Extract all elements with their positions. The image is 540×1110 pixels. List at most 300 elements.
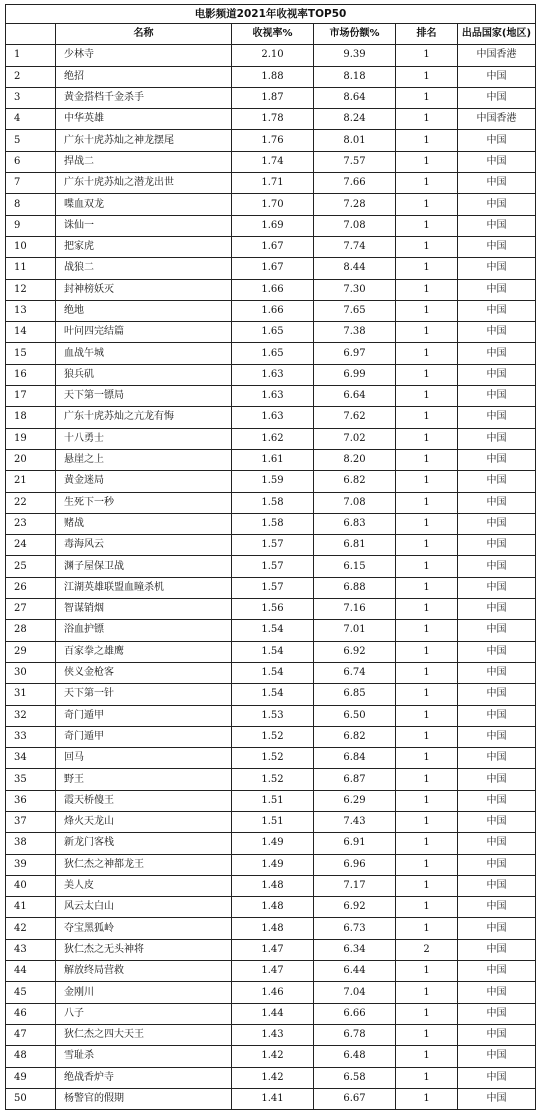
market-share: 7.38 <box>314 322 396 343</box>
film-name: 广东十虎苏灿之亢龙有悔 <box>56 407 232 428</box>
rating-value: 1.65 <box>232 322 314 343</box>
rank-value: 1 <box>396 833 458 854</box>
market-share: 8.01 <box>314 130 396 151</box>
country-region: 中国 <box>458 790 536 811</box>
row-index: 21 <box>6 471 56 492</box>
table-row <box>6 599 536 620</box>
table-row <box>6 449 536 470</box>
table-row <box>6 300 536 321</box>
market-share: 6.48 <box>314 1046 396 1067</box>
header-name: 名称 <box>56 24 232 45</box>
country-region: 中国 <box>458 428 536 449</box>
market-share: 8.18 <box>314 66 396 87</box>
film-name: 少林寺 <box>56 45 232 66</box>
country-region: 中国 <box>458 492 536 513</box>
row-index: 45 <box>6 982 56 1003</box>
rating-value: 1.59 <box>232 471 314 492</box>
market-share: 9.39 <box>314 45 396 66</box>
country-region: 中国 <box>458 1003 536 1024</box>
table-row <box>6 641 536 662</box>
table-row <box>6 918 536 939</box>
film-name: 狄仁杰之四大天王 <box>56 1024 232 1045</box>
country-region: 中国 <box>458 300 536 321</box>
table-row <box>6 769 536 790</box>
table-row <box>6 109 536 130</box>
country-region: 中国 <box>458 769 536 790</box>
market-share: 7.16 <box>314 599 396 620</box>
table-row <box>6 407 536 428</box>
rank-value: 1 <box>396 1067 458 1088</box>
rating-value: 2.10 <box>232 45 314 66</box>
country-region: 中国 <box>458 1046 536 1067</box>
rank-value: 1 <box>396 1046 458 1067</box>
row-index: 44 <box>6 961 56 982</box>
market-share: 6.15 <box>314 556 396 577</box>
rank-value: 1 <box>396 322 458 343</box>
rating-value: 1.54 <box>232 641 314 662</box>
country-region: 中国 <box>458 833 536 854</box>
rank-value: 1 <box>396 535 458 556</box>
table-row <box>6 811 536 832</box>
film-name: 毒海风云 <box>56 535 232 556</box>
table-row <box>6 726 536 747</box>
country-region: 中国 <box>458 236 536 257</box>
rank-value: 1 <box>396 684 458 705</box>
rating-value: 1.63 <box>232 386 314 407</box>
table-row <box>6 556 536 577</box>
row-index: 39 <box>6 854 56 875</box>
market-share: 6.34 <box>314 939 396 960</box>
film-name: 夺宝黑狐岭 <box>56 918 232 939</box>
rank-value: 1 <box>396 790 458 811</box>
rating-value: 1.47 <box>232 939 314 960</box>
market-share: 7.43 <box>314 811 396 832</box>
country-region: 中国 <box>458 1024 536 1045</box>
film-name: 绝招 <box>56 66 232 87</box>
rating-value: 1.63 <box>232 364 314 385</box>
row-index: 31 <box>6 684 56 705</box>
film-name: 生死下一秒 <box>56 492 232 513</box>
row-index: 14 <box>6 322 56 343</box>
row-index: 11 <box>6 258 56 279</box>
rating-value: 1.88 <box>232 66 314 87</box>
rank-value: 1 <box>396 87 458 108</box>
row-index: 35 <box>6 769 56 790</box>
rank-value: 1 <box>396 364 458 385</box>
table-row <box>6 492 536 513</box>
market-share: 6.88 <box>314 577 396 598</box>
film-name: 绝地 <box>56 300 232 321</box>
film-name: 黄金搭档千金杀手 <box>56 87 232 108</box>
table-row <box>6 151 536 172</box>
market-share: 7.74 <box>314 236 396 257</box>
row-index: 1 <box>6 45 56 66</box>
rating-value: 1.43 <box>232 1024 314 1045</box>
rank-value: 1 <box>396 194 458 215</box>
film-name: 雪耻杀 <box>56 1046 232 1067</box>
rating-value: 1.57 <box>232 535 314 556</box>
row-index: 13 <box>6 300 56 321</box>
row-index: 18 <box>6 407 56 428</box>
rank-value: 1 <box>396 300 458 321</box>
film-name: 赌战 <box>56 513 232 534</box>
rating-value: 1.54 <box>232 620 314 641</box>
row-index: 34 <box>6 748 56 769</box>
film-name: 美人皮 <box>56 875 232 896</box>
table-title: 电影频道2021年收视率TOP50 <box>5 4 536 23</box>
market-share: 6.99 <box>314 364 396 385</box>
rank-value: 1 <box>396 620 458 641</box>
country-region: 中国 <box>458 599 536 620</box>
country-region: 中国 <box>458 513 536 534</box>
rank-value: 1 <box>396 513 458 534</box>
table-row <box>6 66 536 87</box>
rating-value: 1.47 <box>232 961 314 982</box>
country-region: 中国 <box>458 66 536 87</box>
country-region: 中国 <box>458 811 536 832</box>
film-name: 绝战香炉寺 <box>56 1067 232 1088</box>
table-row <box>6 194 536 215</box>
country-region: 中国 <box>458 279 536 300</box>
row-index: 41 <box>6 897 56 918</box>
film-name: 血战午城 <box>56 343 232 364</box>
market-share: 8.20 <box>314 449 396 470</box>
rank-value: 1 <box>396 492 458 513</box>
table-row <box>6 236 536 257</box>
country-region: 中国 <box>458 194 536 215</box>
table-row <box>6 854 536 875</box>
film-name: 回马 <box>56 748 232 769</box>
market-share: 6.66 <box>314 1003 396 1024</box>
film-name: 十八勇士 <box>56 428 232 449</box>
rating-value: 1.74 <box>232 151 314 172</box>
table-row <box>6 45 536 66</box>
rank-value: 1 <box>396 1024 458 1045</box>
film-name: 狼兵矶 <box>56 364 232 385</box>
header-index <box>6 24 56 45</box>
market-share: 7.57 <box>314 151 396 172</box>
film-name: 奇门遁甲 <box>56 726 232 747</box>
table-row <box>6 535 536 556</box>
market-share: 6.83 <box>314 513 396 534</box>
market-share: 6.82 <box>314 471 396 492</box>
row-index: 38 <box>6 833 56 854</box>
rating-value: 1.54 <box>232 662 314 683</box>
rank-value: 1 <box>396 854 458 875</box>
film-name: 把家虎 <box>56 236 232 257</box>
country-region: 中国 <box>458 151 536 172</box>
rating-value: 1.51 <box>232 790 314 811</box>
rank-value: 1 <box>396 961 458 982</box>
rating-value: 1.52 <box>232 769 314 790</box>
rating-value: 1.49 <box>232 833 314 854</box>
rating-value: 1.48 <box>232 897 314 918</box>
rating-value: 1.87 <box>232 87 314 108</box>
row-index: 9 <box>6 215 56 236</box>
table-row <box>6 939 536 960</box>
country-region: 中国香港 <box>458 109 536 130</box>
rating-value: 1.57 <box>232 556 314 577</box>
film-name: 黄金迷局 <box>56 471 232 492</box>
row-index: 28 <box>6 620 56 641</box>
country-region: 中国 <box>458 1067 536 1088</box>
row-index: 36 <box>6 790 56 811</box>
table-row <box>6 513 536 534</box>
market-share: 7.65 <box>314 300 396 321</box>
rank-value: 1 <box>396 811 458 832</box>
market-share: 6.96 <box>314 854 396 875</box>
country-region: 中国 <box>458 364 536 385</box>
rating-value: 1.63 <box>232 407 314 428</box>
rank-value: 1 <box>396 577 458 598</box>
table-row <box>6 173 536 194</box>
film-name: 新龙门客栈 <box>56 833 232 854</box>
market-share: 6.81 <box>314 535 396 556</box>
film-name: 天下第一镖局 <box>56 386 232 407</box>
table-row <box>6 1067 536 1088</box>
film-name: 百家拳之雄鹰 <box>56 641 232 662</box>
film-name: 天下第一针 <box>56 684 232 705</box>
rank-value: 1 <box>396 875 458 896</box>
rating-value: 1.58 <box>232 492 314 513</box>
market-share: 7.17 <box>314 875 396 896</box>
rating-value: 1.67 <box>232 258 314 279</box>
rating-value: 1.48 <box>232 875 314 896</box>
row-index: 50 <box>6 1088 56 1109</box>
table-row <box>6 1088 536 1109</box>
rank-value: 1 <box>396 151 458 172</box>
country-region: 中国 <box>458 620 536 641</box>
row-index: 8 <box>6 194 56 215</box>
rank-value: 1 <box>396 705 458 726</box>
row-index: 30 <box>6 662 56 683</box>
market-share: 7.02 <box>314 428 396 449</box>
header-rating: 收视率% <box>232 24 314 45</box>
header-share: 市场份额% <box>314 24 396 45</box>
country-region: 中国 <box>458 556 536 577</box>
row-index: 16 <box>6 364 56 385</box>
rank-value: 1 <box>396 449 458 470</box>
header-rank: 排名 <box>396 24 458 45</box>
rating-value: 1.44 <box>232 1003 314 1024</box>
market-share: 6.44 <box>314 961 396 982</box>
rank-value: 1 <box>396 556 458 577</box>
row-index: 43 <box>6 939 56 960</box>
rating-value: 1.76 <box>232 130 314 151</box>
rating-value: 1.42 <box>232 1067 314 1088</box>
row-index: 32 <box>6 705 56 726</box>
table-row <box>6 961 536 982</box>
row-index: 24 <box>6 535 56 556</box>
table-row <box>6 833 536 854</box>
film-name: 战狼二 <box>56 258 232 279</box>
table-row <box>6 279 536 300</box>
film-name: 杨警官的假期 <box>56 1088 232 1109</box>
rating-value: 1.41 <box>232 1088 314 1109</box>
country-region: 中国 <box>458 535 536 556</box>
market-share: 6.73 <box>314 918 396 939</box>
rank-value: 1 <box>396 1088 458 1109</box>
table-row <box>6 1003 536 1024</box>
rank-value: 2 <box>396 939 458 960</box>
rank-value: 1 <box>396 428 458 449</box>
table-row <box>6 748 536 769</box>
country-region: 中国 <box>458 748 536 769</box>
country-region: 中国 <box>458 641 536 662</box>
country-region: 中国 <box>458 875 536 896</box>
market-share: 6.64 <box>314 386 396 407</box>
market-share: 6.84 <box>314 748 396 769</box>
row-index: 42 <box>6 918 56 939</box>
country-region: 中国 <box>458 471 536 492</box>
market-share: 8.24 <box>314 109 396 130</box>
rank-value: 1 <box>396 982 458 1003</box>
rank-value: 1 <box>396 748 458 769</box>
rating-value: 1.53 <box>232 705 314 726</box>
rating-value: 1.78 <box>232 109 314 130</box>
film-name: 霞天桥傻王 <box>56 790 232 811</box>
market-share: 6.91 <box>314 833 396 854</box>
row-index: 23 <box>6 513 56 534</box>
table-row <box>6 428 536 449</box>
rank-value: 1 <box>396 471 458 492</box>
table-row <box>6 471 536 492</box>
table-body <box>6 45 536 1110</box>
market-share: 6.92 <box>314 897 396 918</box>
country-region: 中国 <box>458 215 536 236</box>
row-index: 40 <box>6 875 56 896</box>
country-region: 中国 <box>458 386 536 407</box>
row-index: 7 <box>6 173 56 194</box>
market-share: 8.44 <box>314 258 396 279</box>
row-index: 3 <box>6 87 56 108</box>
rating-value: 1.66 <box>232 279 314 300</box>
film-name: 解放终局营救 <box>56 961 232 982</box>
row-index: 22 <box>6 492 56 513</box>
rating-value: 1.52 <box>232 748 314 769</box>
rank-value: 1 <box>396 130 458 151</box>
rank-value: 1 <box>396 1003 458 1024</box>
country-region: 中国 <box>458 87 536 108</box>
film-name: 中华英雄 <box>56 109 232 130</box>
table-row <box>6 386 536 407</box>
row-index: 49 <box>6 1067 56 1088</box>
row-index: 2 <box>6 66 56 87</box>
market-share: 6.97 <box>314 343 396 364</box>
table-row <box>6 322 536 343</box>
country-region: 中国 <box>458 982 536 1003</box>
film-name: 渊子屋保卫战 <box>56 556 232 577</box>
country-region: 中国 <box>458 897 536 918</box>
row-index: 37 <box>6 811 56 832</box>
film-name: 广东十虎苏灿之神龙摆尾 <box>56 130 232 151</box>
country-region: 中国 <box>458 705 536 726</box>
table-row <box>6 684 536 705</box>
market-share: 7.66 <box>314 173 396 194</box>
film-name: 捍战二 <box>56 151 232 172</box>
table-row <box>6 620 536 641</box>
row-index: 10 <box>6 236 56 257</box>
market-share: 7.01 <box>314 620 396 641</box>
film-name: 喋血双龙 <box>56 194 232 215</box>
rank-value: 1 <box>396 769 458 790</box>
rank-value: 1 <box>396 641 458 662</box>
table-row <box>6 1046 536 1067</box>
rank-value: 1 <box>396 386 458 407</box>
table-row <box>6 662 536 683</box>
table-row <box>6 364 536 385</box>
rank-value: 1 <box>396 258 458 279</box>
market-share: 6.78 <box>314 1024 396 1045</box>
country-region: 中国 <box>458 173 536 194</box>
film-name: 奇门遁甲 <box>56 705 232 726</box>
market-share: 7.28 <box>314 194 396 215</box>
rating-value: 1.51 <box>232 811 314 832</box>
market-share: 7.08 <box>314 215 396 236</box>
row-index: 26 <box>6 577 56 598</box>
row-index: 5 <box>6 130 56 151</box>
market-share: 6.58 <box>314 1067 396 1088</box>
table-row <box>6 982 536 1003</box>
rank-value: 1 <box>396 343 458 364</box>
market-share: 7.62 <box>314 407 396 428</box>
row-index: 27 <box>6 599 56 620</box>
film-name: 广东十虎苏灿之潜龙出世 <box>56 173 232 194</box>
header-row <box>6 24 536 45</box>
row-index: 6 <box>6 151 56 172</box>
rating-value: 1.49 <box>232 854 314 875</box>
rank-value: 1 <box>396 918 458 939</box>
market-share: 8.64 <box>314 87 396 108</box>
row-index: 4 <box>6 109 56 130</box>
rating-value: 1.57 <box>232 577 314 598</box>
table-row <box>6 577 536 598</box>
table-row <box>6 875 536 896</box>
country-region: 中国 <box>458 343 536 364</box>
film-name: 八子 <box>56 1003 232 1024</box>
country-region: 中国 <box>458 662 536 683</box>
rating-value: 1.65 <box>232 343 314 364</box>
film-name: 野王 <box>56 769 232 790</box>
country-region: 中国 <box>458 130 536 151</box>
rating-value: 1.62 <box>232 428 314 449</box>
country-region: 中国 <box>458 258 536 279</box>
film-name: 侠义金枪客 <box>56 662 232 683</box>
rank-value: 1 <box>396 279 458 300</box>
rating-value: 1.48 <box>232 918 314 939</box>
film-name: 叶问四完结篇 <box>56 322 232 343</box>
rating-value: 1.52 <box>232 726 314 747</box>
rank-value: 1 <box>396 662 458 683</box>
table-row <box>6 215 536 236</box>
country-region: 中国 <box>458 854 536 875</box>
rank-value: 1 <box>396 726 458 747</box>
country-region: 中国香港 <box>458 45 536 66</box>
rating-value: 1.66 <box>232 300 314 321</box>
row-index: 17 <box>6 386 56 407</box>
row-index: 19 <box>6 428 56 449</box>
film-name: 江湖英雄联盟血瞳杀机 <box>56 577 232 598</box>
rating-value: 1.69 <box>232 215 314 236</box>
film-name: 金刚川 <box>56 982 232 1003</box>
header-country: 出品国家(地区) <box>458 24 536 45</box>
market-share: 6.67 <box>314 1088 396 1109</box>
table-row <box>6 790 536 811</box>
table-row <box>6 130 536 151</box>
rank-value: 1 <box>396 407 458 428</box>
country-region: 中国 <box>458 1088 536 1109</box>
rank-value: 1 <box>396 599 458 620</box>
